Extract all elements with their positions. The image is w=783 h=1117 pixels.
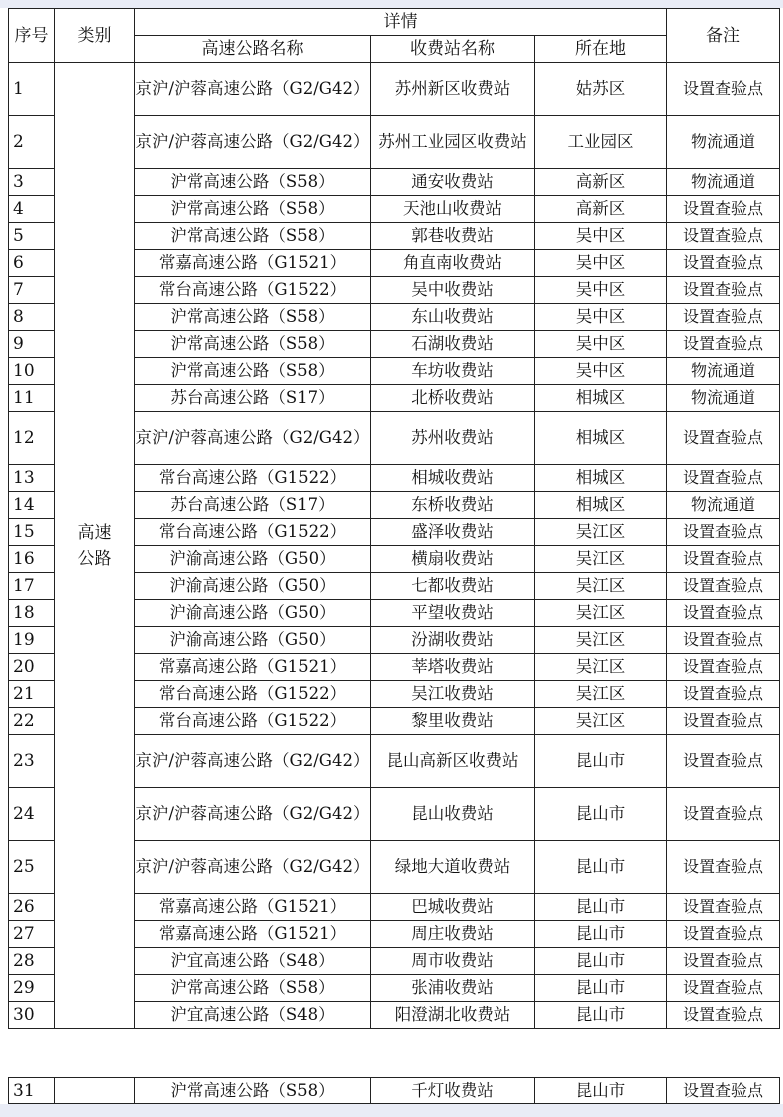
row-station: 苏州新区收费站 <box>371 63 535 116</box>
row-note: 设置查验点 <box>667 735 780 788</box>
row-location: 工业园区 <box>535 116 667 169</box>
row-no: 17 <box>9 573 55 600</box>
row-note: 物流通道 <box>667 169 780 196</box>
row-station: 东桥收费站 <box>371 492 535 519</box>
row-location: 吴中区 <box>535 223 667 250</box>
row-station: 黎里收费站 <box>371 708 535 735</box>
row-no: 13 <box>9 465 55 492</box>
row-location: 吴江区 <box>535 708 667 735</box>
row-no: 7 <box>9 277 55 304</box>
row-highway: 沪常高速公路（S58） <box>135 1078 371 1104</box>
row-note: 设置查验点 <box>667 627 780 654</box>
row-no: 23 <box>9 735 55 788</box>
row-note: 物流通道 <box>667 116 780 169</box>
table-row <box>9 63 780 116</box>
row-highway: 常台高速公路（G1522） <box>135 519 371 546</box>
row-highway: 沪渝高速公路（G50） <box>135 627 371 654</box>
row-note: 设置查验点 <box>667 277 780 304</box>
row-no: 20 <box>9 654 55 681</box>
row-note: 设置查验点 <box>667 250 780 277</box>
row-station: 七都收费站 <box>371 573 535 600</box>
row-highway: 京沪/沪蓉高速公路（G2/G42） <box>135 412 371 465</box>
row-highway: 常嘉高速公路（G1521） <box>135 250 371 277</box>
row-note: 设置查验点 <box>667 788 780 841</box>
row-highway: 沪常高速公路（S58） <box>135 304 371 331</box>
row-location: 昆山市 <box>535 1002 667 1029</box>
row-no: 26 <box>9 894 55 921</box>
row-location: 吴江区 <box>535 519 667 546</box>
row-station: 吴江收费站 <box>371 681 535 708</box>
row-no: 27 <box>9 921 55 948</box>
row-no: 21 <box>9 681 55 708</box>
row-location: 昆山市 <box>535 1078 667 1104</box>
row-note: 设置查验点 <box>667 546 780 573</box>
row-note: 设置查验点 <box>667 600 780 627</box>
row-note: 设置查验点 <box>667 975 780 1002</box>
row-station: 巴城收费站 <box>371 894 535 921</box>
row-highway: 沪宜高速公路（S48） <box>135 948 371 975</box>
row-highway: 常台高速公路（G1522） <box>135 708 371 735</box>
row-highway: 沪常高速公路（S58） <box>135 169 371 196</box>
row-station: 角直南收费站 <box>371 250 535 277</box>
row-no: 19 <box>9 627 55 654</box>
row-station: 汾湖收费站 <box>371 627 535 654</box>
row-highway: 京沪/沪蓉高速公路（G2/G42） <box>135 841 371 894</box>
row-location: 吴江区 <box>535 627 667 654</box>
row-no: 30 <box>9 1002 55 1029</box>
row-station: 横扇收费站 <box>371 546 535 573</box>
header-location: 所在地 <box>535 36 667 63</box>
row-category <box>55 1078 135 1104</box>
row-location: 吴中区 <box>535 277 667 304</box>
row-station: 吴中收费站 <box>371 277 535 304</box>
row-location: 昆山市 <box>535 735 667 788</box>
row-highway: 沪宜高速公路（S48） <box>135 1002 371 1029</box>
row-highway: 京沪/沪蓉高速公路（G2/G42） <box>135 735 371 788</box>
row-no: 24 <box>9 788 55 841</box>
row-location: 吴中区 <box>535 331 667 358</box>
row-location: 相城区 <box>535 385 667 412</box>
row-location: 相城区 <box>535 465 667 492</box>
row-location: 吴中区 <box>535 358 667 385</box>
row-note: 设置查验点 <box>667 223 780 250</box>
table-row <box>9 1078 780 1104</box>
row-station: 石湖收费站 <box>371 331 535 358</box>
row-note: 设置查验点 <box>667 1002 780 1029</box>
row-station: 张浦收费站 <box>371 975 535 1002</box>
row-highway: 京沪/沪蓉高速公路（G2/G42） <box>135 116 371 169</box>
row-highway: 苏台高速公路（S17） <box>135 492 371 519</box>
header-no: 序号 <box>9 9 55 63</box>
header-highway: 高速公路名称 <box>135 36 371 63</box>
row-note: 设置查验点 <box>667 708 780 735</box>
row-location: 吴江区 <box>535 681 667 708</box>
row-station: 北桥收费站 <box>371 385 535 412</box>
row-station: 莘塔收费站 <box>371 654 535 681</box>
row-note: 物流通道 <box>667 385 780 412</box>
header-category: 类别 <box>55 9 135 63</box>
row-location: 吴中区 <box>535 250 667 277</box>
row-highway: 沪渝高速公路（G50） <box>135 546 371 573</box>
row-note: 设置查验点 <box>667 412 780 465</box>
row-location: 昆山市 <box>535 921 667 948</box>
row-location: 吴江区 <box>535 546 667 573</box>
row-no: 5 <box>9 223 55 250</box>
row-highway: 京沪/沪蓉高速公路（G2/G42） <box>135 788 371 841</box>
row-note: 设置查验点 <box>667 63 780 116</box>
row-highway: 常台高速公路（G1522） <box>135 681 371 708</box>
row-location: 吴江区 <box>535 600 667 627</box>
row-station: 苏州收费站 <box>371 412 535 465</box>
header-station: 收费站名称 <box>371 36 535 63</box>
row-location: 昆山市 <box>535 841 667 894</box>
row-location: 高新区 <box>535 196 667 223</box>
row-note: 设置查验点 <box>667 894 780 921</box>
row-no: 25 <box>9 841 55 894</box>
row-location: 吴江区 <box>535 654 667 681</box>
row-location: 姑苏区 <box>535 63 667 116</box>
row-highway: 苏台高速公路（S17） <box>135 385 371 412</box>
row-note: 设置查验点 <box>667 1078 780 1104</box>
row-no: 31 <box>9 1078 55 1104</box>
row-station: 盛泽收费站 <box>371 519 535 546</box>
row-note: 物流通道 <box>667 358 780 385</box>
row-location: 吴中区 <box>535 304 667 331</box>
row-note: 设置查验点 <box>667 948 780 975</box>
row-highway: 常台高速公路（G1522） <box>135 277 371 304</box>
row-station: 千灯收费站 <box>371 1078 535 1104</box>
row-no: 9 <box>9 331 55 358</box>
row-no: 10 <box>9 358 55 385</box>
row-note: 设置查验点 <box>667 331 780 358</box>
row-location: 吴江区 <box>535 573 667 600</box>
row-note: 设置查验点 <box>667 654 780 681</box>
row-location: 昆山市 <box>535 948 667 975</box>
row-no: 16 <box>9 546 55 573</box>
row-note: 设置查验点 <box>667 465 780 492</box>
row-no: 11 <box>9 385 55 412</box>
row-note: 设置查验点 <box>667 304 780 331</box>
row-no: 14 <box>9 492 55 519</box>
row-highway: 沪常高速公路（S58） <box>135 358 371 385</box>
row-location: 高新区 <box>535 169 667 196</box>
row-note: 设置查验点 <box>667 921 780 948</box>
tail-table <box>8 1077 780 1104</box>
row-note: 设置查验点 <box>667 841 780 894</box>
row-no: 28 <box>9 948 55 975</box>
row-station: 苏州工业园区收费站 <box>371 116 535 169</box>
row-note: 设置查验点 <box>667 573 780 600</box>
row-no: 18 <box>9 600 55 627</box>
toll-station-table <box>8 8 780 1029</box>
row-location: 相城区 <box>535 412 667 465</box>
row-no: 1 <box>9 63 55 116</box>
row-station: 平望收费站 <box>371 600 535 627</box>
row-station: 相城收费站 <box>371 465 535 492</box>
row-location: 相城区 <box>535 492 667 519</box>
category-cell: 高速公路 <box>55 63 135 1029</box>
row-highway: 沪渝高速公路（G50） <box>135 600 371 627</box>
row-highway: 京沪/沪蓉高速公路（G2/G42） <box>135 63 371 116</box>
header-details: 详情 <box>135 9 667 36</box>
row-no: 6 <box>9 250 55 277</box>
row-no: 12 <box>9 412 55 465</box>
row-station: 绿地大道收费站 <box>371 841 535 894</box>
row-highway: 沪渝高速公路（G50） <box>135 573 371 600</box>
row-no: 3 <box>9 169 55 196</box>
row-no: 29 <box>9 975 55 1002</box>
row-no: 22 <box>9 708 55 735</box>
row-location: 昆山市 <box>535 894 667 921</box>
row-station: 周庄收费站 <box>371 921 535 948</box>
row-highway: 沪常高速公路（S58） <box>135 975 371 1002</box>
row-note: 设置查验点 <box>667 519 780 546</box>
row-station: 周市收费站 <box>371 948 535 975</box>
row-highway: 常嘉高速公路（G1521） <box>135 921 371 948</box>
row-station: 昆山收费站 <box>371 788 535 841</box>
row-no: 2 <box>9 116 55 169</box>
row-note: 设置查验点 <box>667 681 780 708</box>
row-highway: 常台高速公路（G1522） <box>135 465 371 492</box>
row-note: 物流通道 <box>667 492 780 519</box>
row-station: 昆山高新区收费站 <box>371 735 535 788</box>
row-no: 8 <box>9 304 55 331</box>
row-highway: 常嘉高速公路（G1521） <box>135 894 371 921</box>
table-body <box>9 63 780 1029</box>
row-station: 郭巷收费站 <box>371 223 535 250</box>
top-gutter <box>0 0 783 8</box>
row-highway: 沪常高速公路（S58） <box>135 223 371 250</box>
row-station: 东山收费站 <box>371 304 535 331</box>
row-no: 4 <box>9 196 55 223</box>
row-location: 昆山市 <box>535 975 667 1002</box>
row-station: 天池山收费站 <box>371 196 535 223</box>
row-highway: 沪常高速公路（S58） <box>135 196 371 223</box>
row-note: 设置查验点 <box>667 196 780 223</box>
row-highway: 沪常高速公路（S58） <box>135 331 371 358</box>
row-station: 阳澄湖北收费站 <box>371 1002 535 1029</box>
row-station: 通安收费站 <box>371 169 535 196</box>
bottom-gutter <box>0 1104 783 1117</box>
header-note: 备注 <box>667 9 780 63</box>
row-station: 车坊收费站 <box>371 358 535 385</box>
row-no: 15 <box>9 519 55 546</box>
row-location: 昆山市 <box>535 788 667 841</box>
row-highway: 常嘉高速公路（G1521） <box>135 654 371 681</box>
